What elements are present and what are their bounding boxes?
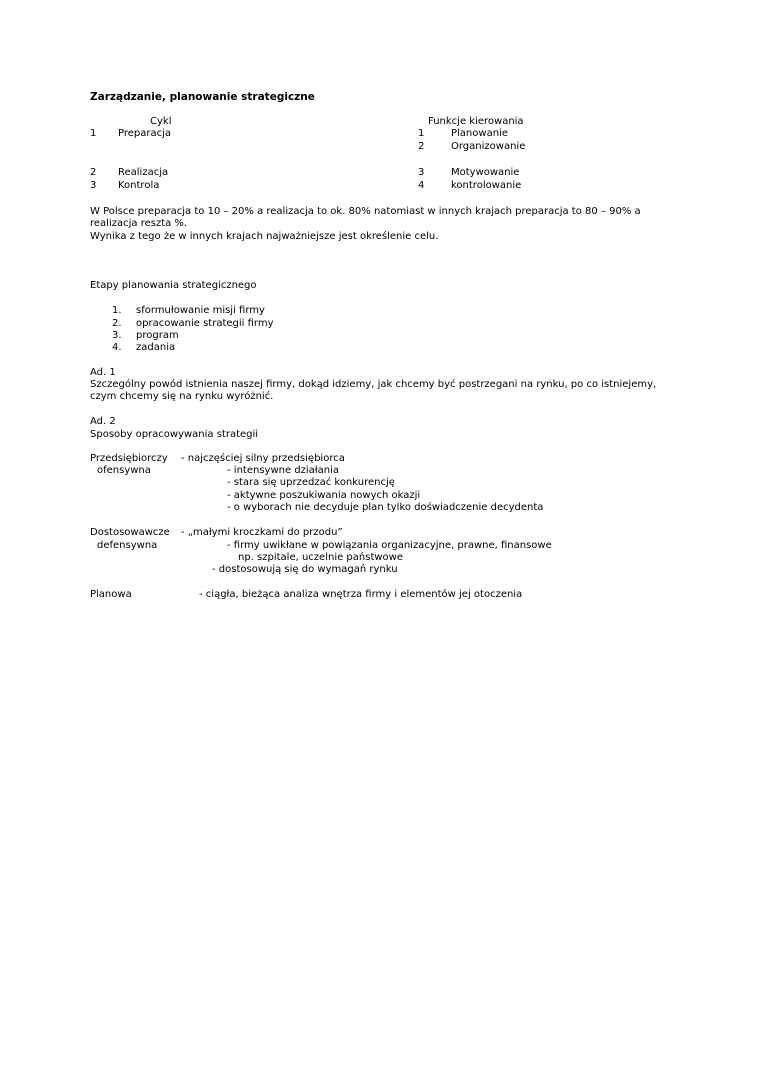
strategy-defensive-point: - dostosowują się do wymagań rynku xyxy=(212,564,398,575)
cycle-item-number: 2 xyxy=(90,167,97,178)
strategy-offensive-label: Przedsiębiorczy xyxy=(90,453,168,464)
strategy-planned-label: Planowa xyxy=(90,589,132,600)
stages-heading: Etapy planowania strategicznego xyxy=(90,280,257,291)
strategy-defensive-example: np. szpitale, uczelnie państwowe xyxy=(238,552,403,563)
strategy-defensive-label: defensywna xyxy=(97,540,158,551)
ad1-text: Szczególny powód istnienia naszej firmy, dokąd idziemy, jak chcemy być postrzegani na rynku, po co istniejemy, czym chcemy się na rynku wyróżnić. xyxy=(90,379,657,402)
stage-number: 4. xyxy=(112,342,122,353)
stage-number: 2. xyxy=(112,318,122,329)
function-item-number: 4 xyxy=(418,180,425,191)
stage-label: sformułowanie misji firmy xyxy=(136,305,265,316)
strategy-offensive-point: - o wyborach nie decyduje plan tylko doświadczenie decydenta xyxy=(227,502,544,513)
page-title: Zarządzanie, planowanie strategiczne xyxy=(90,91,315,103)
function-item-number: 2 xyxy=(418,141,425,152)
strategy-defensive-label: Dostosowawcze xyxy=(90,527,170,538)
functions-header: Funkcje kierowania xyxy=(428,116,524,127)
strategy-offensive-point: - stara się uprzedzać konkurencję xyxy=(227,477,395,488)
cycle-item-label: Preparacja xyxy=(118,128,172,139)
cycle-item-number: 3 xyxy=(90,180,97,191)
stage-label: program xyxy=(136,330,179,341)
strategy-offensive-point: - aktywne poszukiwania nowych okazji xyxy=(227,490,421,501)
function-item-number: 3 xyxy=(418,167,425,178)
stage-label: opracowanie strategii firmy xyxy=(136,318,274,329)
stage-label: zadania xyxy=(136,342,176,353)
strategy-offensive-point: - intensywne działania xyxy=(227,465,340,476)
stage-number: 1. xyxy=(112,305,122,316)
strategy-defensive-point: - „małymi kroczkami do przodu” xyxy=(181,527,343,538)
function-item-label: Planowanie xyxy=(451,128,508,139)
cycle-item-label: Realizacja xyxy=(118,167,169,178)
strategy-offensive-point: - najczęściej silny przedsiębiorca xyxy=(181,453,345,464)
function-item-label: Motywowanie xyxy=(451,167,520,178)
paragraph-conclusion: Wynika z tego że w innych krajach najważniejsze jest określenie celu. xyxy=(90,231,439,242)
stage-number: 3. xyxy=(112,330,122,341)
strategy-offensive-label: ofensywna xyxy=(97,465,151,476)
cycle-item-number: 1 xyxy=(90,128,97,139)
function-item-label: kontrolowanie xyxy=(451,180,522,191)
ad1-heading: Ad. 1 xyxy=(90,367,116,378)
ad2-subheading: Sposoby opracowywania strategii xyxy=(90,429,259,440)
function-item-number: 1 xyxy=(418,128,425,139)
function-item-label: Organizowanie xyxy=(451,141,526,152)
paragraph-percentages: W Polsce preparacja to 10 – 20% a realizacja to ok. 80% natomiast w innych krajach preparacja to 80 – 90% a realizacja reszta %. xyxy=(90,206,641,229)
strategy-defensive-point: - firmy uwikłane w powiązania organizacyjne, prawne, finansowe xyxy=(227,540,552,551)
cycle-item-label: Kontrola xyxy=(118,180,160,191)
cycle-header: Cykl xyxy=(150,116,172,127)
strategy-planned-point: - ciągła, bieżąca analiza wnętrza firmy i elementów jej otoczenia xyxy=(199,589,523,600)
ad2-heading: Ad. 2 xyxy=(90,416,116,427)
